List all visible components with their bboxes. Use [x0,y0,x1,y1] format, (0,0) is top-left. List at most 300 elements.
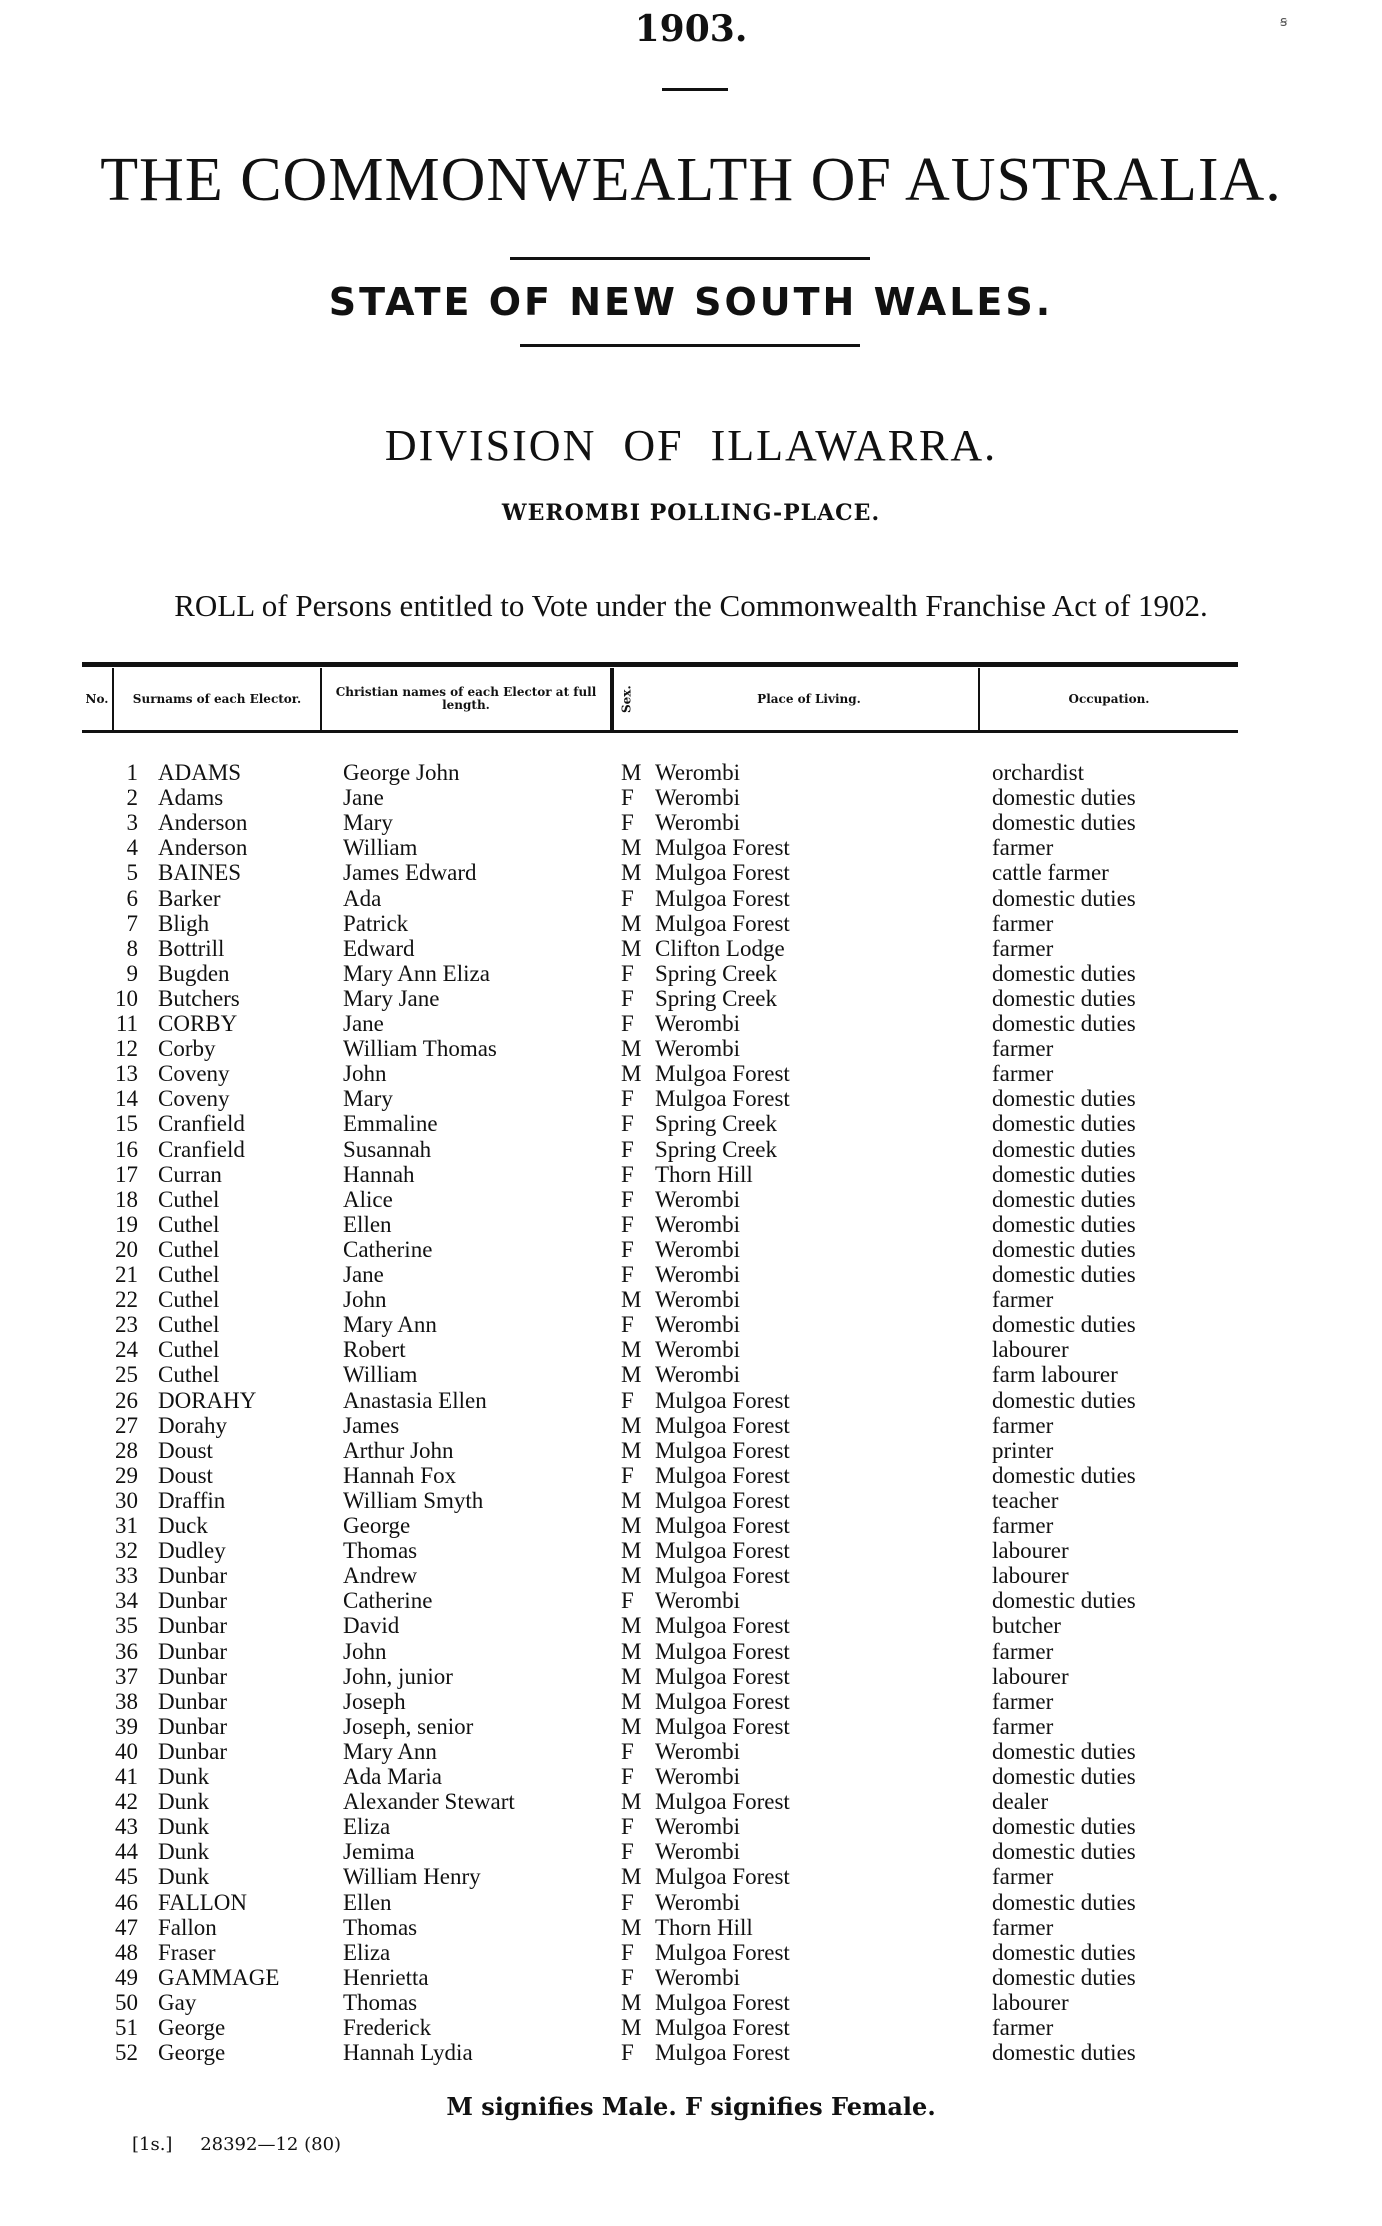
division-heading: DIVISION OF ILLAWARRA. [384,421,998,470]
sex: M [621,1713,642,1739]
page-title: THE COMMONWEALTH OF AUSTRALIA. [100,146,1282,214]
surname: Cranfield [158,1111,245,1137]
table-row [0,1086,1382,1111]
occupation: domestic duties [992,1236,1136,1262]
table-row [0,2015,1382,2040]
sex: M [621,1036,642,1062]
christian-names: John, junior [343,1663,453,1689]
occupation: domestic duties [992,1588,1136,1614]
printer-imprint [132,2134,363,2155]
table-row [0,1538,1382,1563]
occupation: domestic duties [992,785,1136,811]
christian-names: John [343,1638,387,1664]
surname: Cuthel [158,1287,220,1313]
sex: F [621,2040,634,2066]
occupation: domestic duties [992,2040,1136,2066]
surname: George [158,2040,226,2066]
surname: Dunk [158,1789,210,1815]
sex: M [621,1513,642,1538]
table-row [0,1839,1382,1864]
sex: M [621,1688,642,1714]
table-row [0,1789,1382,1814]
christian-names: Hannah [343,1161,415,1187]
occupation: domestic duties [992,1086,1136,1112]
sex: F [621,1186,634,1212]
surname: Cuthel [158,1337,220,1363]
sex: F [621,1889,634,1915]
sex: M [621,1914,642,1940]
christian-names: John [343,1061,387,1087]
roll-number: 40 [115,1738,138,1764]
place-of-living: Mulgoa Forest [655,1462,790,1488]
christian-names: Mary Ann [343,1738,437,1764]
christian-names: Thomas [343,1914,418,1940]
occupation: farmer [992,1513,1054,1538]
christian-names: Emmaline [343,1111,438,1137]
christian-names: Hannah Fox [343,1462,457,1488]
roll-number: 24 [115,1337,138,1363]
roll-number: 46 [115,1889,138,1915]
imprint-code: [1s.] [132,2134,173,2155]
table-row [0,1337,1382,1362]
occupation: farmer [992,1914,1054,1940]
place-of-living: Werombi [655,1839,741,1865]
roll-number: 45 [115,1864,138,1890]
occupation: domestic duties [992,1814,1136,1840]
table-row [0,1664,1382,1689]
table-row [0,1563,1382,1588]
roll-number: 47 [115,1914,138,1940]
sex: F [621,1111,634,1137]
surname: Dunbar [158,1663,227,1689]
sex: F [621,1964,634,1990]
occupation: domestic duties [992,1211,1136,1237]
surname: Cuthel [158,1312,220,1338]
place-of-living: Werombi [655,1186,741,1212]
occupation: domestic duties [992,885,1136,911]
occupation: farmer [992,835,1054,861]
christian-names: Mary [343,810,393,836]
christian-names: William Henry [343,1864,481,1890]
christian-names: Thomas [343,1989,418,2015]
occupation: domestic duties [992,1964,1136,1990]
place-of-living: Thorn Hill [655,1914,753,1940]
occupation: domestic duties [992,1738,1136,1764]
roll-number: 2 [126,785,138,811]
table-row [0,1162,1382,1187]
christian-names: George John [343,760,460,785]
surname: Cuthel [158,1236,220,1262]
roll-number: 32 [115,1538,138,1564]
table-row [0,1137,1382,1162]
place-of-living: Mulgoa Forest [655,1688,790,1714]
place-of-living: Mulgoa Forest [655,1437,790,1463]
sex: F [621,1387,634,1413]
roll-number: 37 [115,1663,138,1689]
roll-number: 5 [126,860,138,886]
occupation: domestic duties [992,1889,1136,1915]
table-row [0,1287,1382,1312]
christian-names: Arthur John [343,1437,454,1463]
table-row [0,1438,1382,1463]
table-row [0,1990,1382,2015]
sex: M [621,1613,642,1639]
sex: M [621,2015,642,2040]
place-of-living: Mulgoa Forest [655,860,790,886]
christian-names: Jane [343,785,384,811]
surname: BAINES [158,860,242,886]
surname: George [158,2015,226,2040]
surname: Cranfield [158,1136,245,1162]
occupation: farmer [992,1061,1054,1087]
place-of-living: Werombi [655,1011,741,1036]
christian-names: Jane [343,1011,384,1036]
place-of-living: Mulgoa Forest [655,1563,790,1589]
state-heading: STATE OF NEW SOUTH WALES. [328,280,1054,324]
table-row [0,986,1382,1011]
table-header [82,668,1238,733]
place-of-living: Spring Creek [655,960,778,986]
occupation: domestic duties [992,1186,1136,1212]
table-row [0,1764,1382,1789]
christian-names: Joseph, senior [343,1713,474,1739]
year-heading: 1903. [634,8,748,50]
roll-number: 17 [115,1161,138,1187]
place-of-living: Werombi [655,1262,741,1287]
table-row [0,810,1382,835]
sex: F [621,1011,634,1036]
table-top-rule [82,662,1238,667]
place-of-living: Werombi [655,760,741,785]
christian-names: Hannah Lydia [343,2040,473,2066]
place-of-living: Mulgoa Forest [655,2040,790,2066]
occupation: domestic duties [992,1939,1136,1965]
sex: F [621,1086,634,1112]
roll-number: 4 [126,835,138,861]
christian-names: Edward [343,935,415,961]
place-of-living: Werombi [655,1588,741,1614]
surname: Draffin [158,1487,226,1513]
sex-legend: M signifies Male. F signifies Female. [446,2092,936,2121]
table-row [0,1915,1382,1940]
christian-names: William [343,1362,418,1388]
sex: M [621,1663,642,1689]
occupation: domestic duties [992,1312,1136,1338]
place-of-living: Werombi [655,1287,741,1313]
occupation: domestic duties [992,1111,1136,1137]
sex: M [621,760,642,785]
christian-names: David [343,1613,400,1639]
surname: Cuthel [158,1262,220,1287]
table-row [0,1111,1382,1136]
place-of-living: Werombi [655,1312,741,1338]
roll-number: 14 [115,1086,138,1112]
sex: F [621,1262,634,1287]
table-row [0,936,1382,961]
place-of-living: Spring Creek [655,1111,778,1137]
christian-names: Ada [343,885,382,911]
christian-names: Ellen [343,1889,392,1915]
surname: Duck [158,1513,208,1538]
surname: CORBY [158,1011,238,1036]
occupation: farmer [992,1713,1054,1739]
christian-names: Frederick [343,2015,432,2040]
place-of-living: Mulgoa Forest [655,1789,790,1815]
roll-number: 16 [115,1136,138,1162]
occupation: farmer [992,1688,1054,1714]
surname: Dunk [158,1864,210,1890]
sex: M [621,1538,642,1564]
roll-number: 1 [126,760,138,785]
place-of-living: Mulgoa Forest [655,1713,790,1739]
sex: F [621,1839,634,1865]
roll-number: 10 [115,985,138,1011]
table-row [0,1388,1382,1413]
roll-number: 26 [115,1387,138,1413]
christian-names: Henrietta [343,1964,429,1990]
sex: F [621,1814,634,1840]
imprint-number: 28392—12 (80) [200,2134,342,2155]
roll-number: 23 [115,1312,138,1338]
surname: DORAHY [158,1387,257,1413]
column-header-no: No. [82,668,114,730]
column-header-surname: Surnams of each Elector. [114,668,322,730]
sex: F [621,810,634,836]
table-row [0,1036,1382,1061]
roll-number: 13 [115,1061,138,1087]
occupation: labourer [992,1538,1069,1564]
christian-names: Eliza [343,1939,391,1965]
roll-number: 38 [115,1688,138,1714]
christian-names: Mary Jane [343,985,440,1011]
christian-names: William Smyth [343,1487,484,1513]
place-of-living: Mulgoa Forest [655,1513,790,1538]
place-of-living: Mulgoa Forest [655,1538,790,1564]
christian-names: Thomas [343,1538,418,1564]
roll-number: 49 [115,1964,138,1990]
surname: Bugden [158,960,230,986]
table-row [0,961,1382,986]
surname: Dunbar [158,1563,227,1589]
column-header-sex: Sex. [612,668,640,730]
christian-names: William Thomas [343,1036,497,1062]
table-row [0,1011,1382,1036]
table-row [0,1613,1382,1638]
occupation: labourer [992,1989,1069,2015]
place-of-living: Werombi [655,1362,741,1388]
table-row [0,1814,1382,1839]
polling-place-heading: WEROMBI POLLING-PLACE. [501,500,881,526]
occupation: domestic duties [992,1839,1136,1865]
place-of-living: Werombi [655,1337,741,1363]
occupation: farmer [992,1036,1054,1062]
place-of-living: Werombi [655,1964,741,1990]
christian-names: Alice [343,1186,393,1212]
corner-mark: ꞩ [1280,14,1288,30]
sex: F [621,1161,634,1187]
sex: F [621,785,634,811]
occupation: printer [992,1437,1054,1463]
table-row [0,911,1382,936]
surname: Dunbar [158,1738,227,1764]
place-of-living: Werombi [655,810,741,836]
table-row [0,1864,1382,1889]
table-row [0,1463,1382,1488]
roll-number: 34 [115,1588,138,1614]
occupation: farm labourer [992,1362,1118,1388]
christian-names: James [343,1412,400,1438]
sex: M [621,910,642,936]
surname: Butchers [158,985,240,1011]
surname: Dorahy [158,1412,227,1438]
occupation: orchardist [992,760,1084,785]
roll-number: 42 [115,1789,138,1815]
place-of-living: Werombi [655,1764,741,1789]
place-of-living: Mulgoa Forest [655,1086,790,1112]
christian-names: Mary [343,1086,393,1112]
sex: F [621,1312,634,1338]
sex: M [621,1287,642,1313]
christian-names: William [343,835,418,861]
surname: Curran [158,1161,222,1187]
roll-number: 48 [115,1939,138,1965]
sex: F [621,960,634,986]
surname: Dunk [158,1839,210,1865]
surname: Bottrill [158,935,225,961]
sex: M [621,1638,642,1664]
roll-number: 52 [115,2040,138,2066]
table-row [0,1187,1382,1212]
roll-number: 30 [115,1487,138,1513]
occupation: farmer [992,935,1054,961]
surname: Fraser [158,1939,216,1965]
sex: F [621,1939,634,1965]
roll-number: 39 [115,1713,138,1739]
christian-names: Mary Ann [343,1312,437,1338]
roll-number: 8 [126,935,138,961]
roll-number: 51 [115,2015,138,2040]
occupation: domestic duties [992,1262,1136,1287]
surname: Corby [158,1036,216,1062]
roll-number: 6 [126,885,138,911]
christian-names: Jemima [343,1839,415,1865]
occupation: domestic duties [992,1462,1136,1488]
roll-number: 9 [126,960,138,986]
place-of-living: Werombi [655,785,741,811]
place-of-living: Mulgoa Forest [655,885,790,911]
sex: M [621,860,642,886]
sex: M [621,1437,642,1463]
table-row [0,860,1382,885]
table-row [0,1212,1382,1237]
place-of-living: Mulgoa Forest [655,835,790,861]
christian-names: Ellen [343,1211,392,1237]
occupation: farmer [992,1864,1054,1890]
surname: Adams [158,785,224,811]
roll-number: 19 [115,1211,138,1237]
christian-names: John [343,1287,387,1313]
sex: M [621,835,642,861]
place-of-living: Mulgoa Forest [655,1989,790,2015]
christian-names: Patrick [343,910,409,936]
table-row [0,886,1382,911]
surname: Fallon [158,1914,217,1940]
christian-names: Joseph [343,1688,406,1714]
place-of-living: Werombi [655,1738,741,1764]
roll-number: 3 [126,810,138,836]
christian-names: George [343,1513,411,1538]
occupation: labourer [992,1563,1069,1589]
sex: M [621,1563,642,1589]
table-row [0,1940,1382,1965]
surname: FALLON [158,1889,248,1915]
surname: Cuthel [158,1186,220,1212]
column-header-occupation: Occupation. [1068,691,1150,706]
place-of-living: Mulgoa Forest [655,1613,790,1639]
table-row [0,1689,1382,1714]
roll-number: 12 [115,1036,138,1062]
roll-number: 22 [115,1287,138,1313]
surname: Barker [158,885,221,911]
place-of-living: Mulgoa Forest [655,1412,790,1438]
occupation: farmer [992,1412,1054,1438]
roll-number: 20 [115,1236,138,1262]
surname: Dunk [158,1814,210,1840]
place-of-living: Werombi [655,1036,741,1062]
roll-number: 27 [115,1412,138,1438]
place-of-living: Mulgoa Forest [655,1663,790,1689]
place-of-living: Werombi [655,1889,741,1915]
sex: M [621,1362,642,1388]
sex: F [621,1462,634,1488]
christian-names: Jane [343,1262,384,1287]
roll-number: 28 [115,1437,138,1463]
surname: Dunbar [158,1588,227,1614]
sex: M [621,1412,642,1438]
place-of-living: Mulgoa Forest [655,1638,790,1664]
place-of-living: Werombi [655,1211,741,1237]
divider [510,257,870,260]
sex: F [621,1738,634,1764]
roll-number: 18 [115,1186,138,1212]
roll-number: 7 [126,910,138,936]
sex: F [621,1136,634,1162]
sex: M [621,1061,642,1087]
surname: Anderson [158,835,248,861]
surname: Coveny [158,1086,230,1112]
occupation: domestic duties [992,1764,1136,1789]
sex: F [621,1764,634,1789]
place-of-living: Mulgoa Forest [655,910,790,936]
occupation: farmer [992,910,1054,936]
roll-number: 44 [115,1839,138,1865]
table-row [0,1362,1382,1387]
surname: Dunbar [158,1613,227,1639]
christian-names: Susannah [343,1136,432,1162]
table-row [0,1890,1382,1915]
christian-names: Catherine [343,1236,433,1262]
occupation: dealer [992,1789,1049,1815]
christian-names: Anastasia Ellen [343,1387,487,1413]
table-row [0,1588,1382,1613]
roll-number: 31 [115,1513,138,1538]
surname: Dunk [158,1764,210,1789]
table-row [0,1061,1382,1086]
place-of-living: Spring Creek [655,1136,778,1162]
table-row [0,1513,1382,1538]
place-of-living: Mulgoa Forest [655,1487,790,1513]
table-row [0,1413,1382,1438]
